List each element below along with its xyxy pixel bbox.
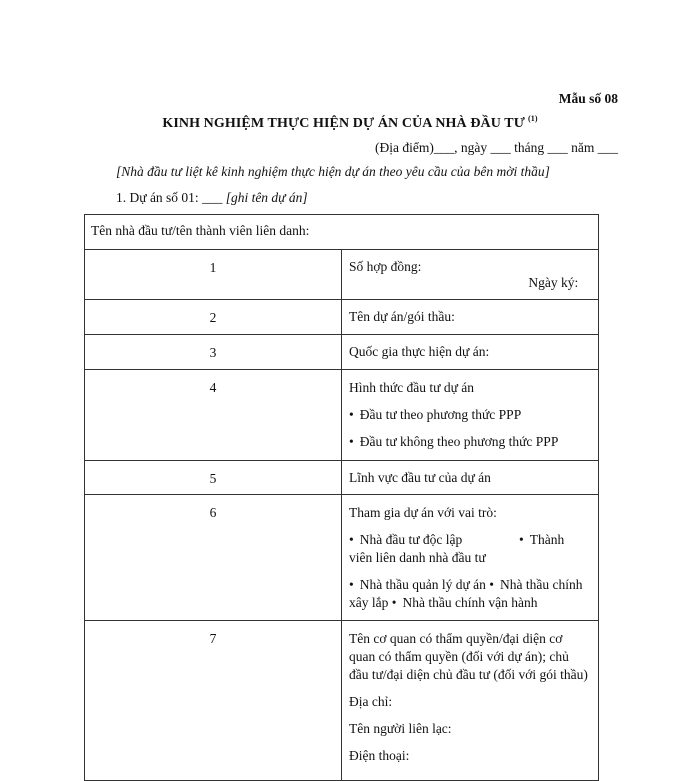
table-row: [85, 461, 599, 495]
table-row: [85, 621, 599, 781]
document-title: [0, 114, 700, 132]
row-number: 3: [85, 335, 342, 370]
signing-date-label: Ngày ký:: [528, 275, 579, 290]
row-content: [342, 300, 599, 335]
list-item: [349, 406, 590, 424]
investment-form-label: Hình thức đầu tư dự án: [349, 380, 475, 395]
option-label: Thành viên liên danh nhà đầu tư: [349, 532, 565, 565]
contact-person-label: Tên người liên lạc:: [349, 721, 452, 736]
title-text: KINH NGHIỆM THỰC HIỆN DỰ ÁN CỦA NHÀ ĐẦU TƯ: [162, 116, 525, 131]
instruction-note: [Nhà đầu tư liệt kê kinh nghiệm thực hiện dự án theo yêu cầu của bên mời thầu]: [116, 164, 550, 179]
table-row-investor: [85, 215, 599, 250]
table-row: [85, 250, 599, 300]
table-row: [85, 495, 599, 621]
authority-label: Tên cơ quan có thẩm quyền/đại diện cơ quan có thẩm quyền (đối với dự án); chủ: [349, 631, 569, 664]
row-number: 6: [85, 495, 342, 621]
place-date-line: (Địa điểm)___, ngày ___ tháng ___ năm ___: [375, 140, 618, 155]
option-label: Nhà thầu chính xây lắp: [349, 577, 583, 610]
option-label: Đầu tư không theo phương thức PPP: [359, 434, 559, 449]
bullet-icon: •: [391, 595, 397, 610]
option-label: Đầu tư theo phương thức PPP: [359, 407, 522, 422]
option-label: Nhà thầu quản lý dự án: [359, 577, 486, 592]
row-content: [342, 370, 599, 461]
project-label: 1. Dự án số 01: ___: [116, 190, 226, 205]
row-number: 5: [85, 461, 342, 495]
project-heading: [116, 190, 308, 206]
table-row: [85, 300, 599, 335]
row-number: 7: [85, 621, 342, 781]
option-label: Nhà thầu chính vận hành: [402, 595, 538, 610]
role-label: Tham gia dự án với vai trò:: [349, 505, 497, 520]
phone-label: Điện thoại:: [349, 748, 410, 763]
investor-name-cell: [85, 215, 599, 250]
title-footnote: (1): [528, 114, 538, 123]
row-content: [342, 335, 599, 370]
bullet-icon: •: [349, 434, 354, 449]
contract-number-label: Số hợp đồng:: [349, 259, 422, 274]
row-content: [342, 461, 599, 495]
investment-field-label: Lĩnh vực đầu tư của dự án: [349, 470, 491, 485]
table-row: [85, 370, 599, 461]
authority-label-continued: đầu tư/đại diện chủ đầu tư (đối với gói thầu): [349, 667, 588, 682]
project-package-name-label: Tên dự án/gói thầu:: [349, 309, 455, 324]
experience-table: [84, 214, 599, 781]
table-row: [85, 335, 599, 370]
list-item: [349, 433, 590, 451]
form-number: Mẫu số 08: [558, 91, 618, 106]
row-content: [342, 621, 599, 781]
row-content: [342, 250, 599, 300]
bullet-icon: •: [349, 577, 354, 592]
investor-name-label: Tên nhà đầu tư/tên thành viên liên danh:: [91, 223, 310, 238]
role-options-line-1: [349, 531, 590, 567]
bullet-icon: •: [349, 407, 354, 422]
row-number: 4: [85, 370, 342, 461]
bullet-icon: •: [489, 577, 495, 592]
row-number: 1: [85, 250, 342, 300]
option-label: Nhà đầu tư độc lập: [359, 532, 463, 547]
country-label: Quốc gia thực hiện dự án:: [349, 344, 490, 359]
role-options-line-2: [349, 576, 590, 612]
row-content: [342, 495, 599, 621]
bullet-icon: •: [519, 532, 524, 547]
row-number: 2: [85, 300, 342, 335]
bullet-icon: •: [349, 532, 354, 547]
project-placeholder: [ghi tên dự án]: [225, 190, 308, 205]
address-label: Địa chỉ:: [349, 694, 393, 709]
